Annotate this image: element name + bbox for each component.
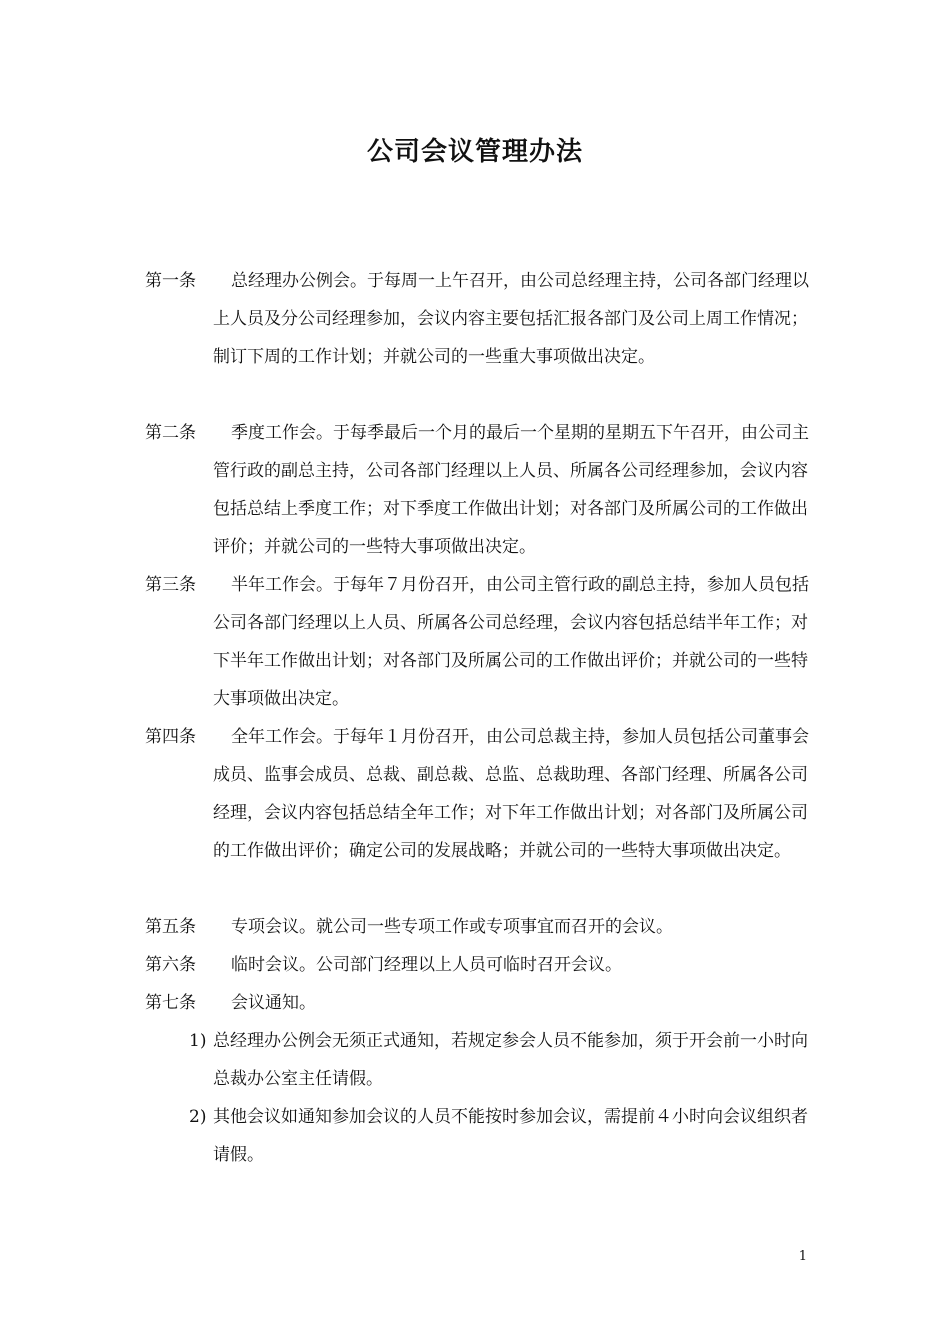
article-5 <box>145 908 815 946</box>
list-item-marker: 2) <box>189 1107 207 1127</box>
article-text: 全年工作会。于每年１月份召开，由公司总裁主持，参加人员包括公司董事会成员、监事会成员、总裁、副总裁、总监、总裁助理、各部门经理、所属各公司经理，会议内容包括总结全年工作；对下年工作做出计划；对各部门及所属公司的工作做出评价；确定公司的发展战略；并就公司的一些特大事项做出决定。 <box>213 727 809 861</box>
article-text: 专项会议。就公司一些专项工作或专项事宜而召开的会议。 <box>231 917 673 937</box>
article-number: 第二条 <box>145 423 196 443</box>
list-item <box>145 1022 815 1098</box>
article-number: 第六条 <box>145 955 196 975</box>
list-item-text: 其他会议如通知参加会议的人员不能按时参加会议，需提前４小时向会议组织者请假。 <box>213 1107 808 1165</box>
list-item-text: 总经理办公例会无须正式通知，若规定参会人员不能参加，须于开会前一小时向总裁办公室主任请假。 <box>213 1031 808 1089</box>
article-3 <box>145 566 815 718</box>
article-text: 临时会议。公司部门经理以上人员可临时召开会议。 <box>231 955 622 975</box>
article-7 <box>145 984 815 1022</box>
list-item-marker: 1) <box>189 1031 207 1051</box>
page-number: 1 <box>798 1249 807 1264</box>
page-title: 公司会议管理办法 <box>366 137 583 167</box>
article-4 <box>145 718 815 870</box>
article-text: 总经理办公例会。于每周一上午召开，由公司总经理主持，公司各部门经理以上人员及分公司经理参加，会议内容主要包括汇报各部门及公司上周工作情况；制订下周的工作计划；并就公司的一些重大事项做出决定。 <box>213 271 809 367</box>
article-6 <box>145 946 815 984</box>
article-number: 第五条 <box>145 917 196 937</box>
article-text: 会议通知。 <box>231 993 316 1013</box>
list-item <box>145 1098 815 1174</box>
article-number: 第一条 <box>145 271 196 291</box>
article-text: 半年工作会。于每年７月份召开，由公司主管行政的副总主持，参加人员包括公司各部门经理以上人员、所属各公司总经理，会议内容包括总结半年工作；对下半年工作做出计划；对各部门及所属公司的工作做出评价；并就公司的一些特大事项做出决定。 <box>213 575 809 709</box>
article-number: 第三条 <box>145 575 196 595</box>
article-2 <box>145 414 815 566</box>
article-1 <box>145 262 815 376</box>
article-number: 第七条 <box>145 993 196 1013</box>
article-number: 第四条 <box>145 727 196 747</box>
article-text: 季度工作会。于每季最后一个月的最后一个星期的星期五下午召开，由公司主管行政的副总主持，公司各部门经理以上人员、所属各公司经理参加，会议内容包括总结上季度工作；对下季度工作做出计划；对各部门及所属公司的工作做出评价；并就公司的一些特大事项做出决定。 <box>213 423 809 557</box>
